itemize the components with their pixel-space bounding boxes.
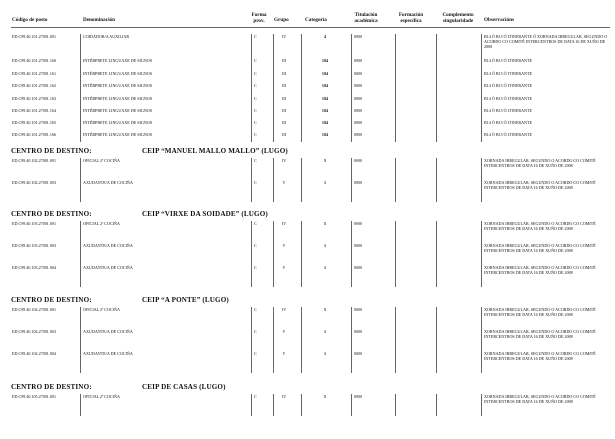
cell-observaciones: B14 Ó B15 Ó ITINERANTE <box>484 83 532 88</box>
column-divider <box>436 71 437 83</box>
column-divider <box>301 158 302 180</box>
section-center-name: CEIP DE CASAS (LUGO) <box>142 383 226 391</box>
cell-categoria: 5 <box>323 221 327 226</box>
column-divider <box>481 180 482 202</box>
column-divider <box>395 34 396 58</box>
cell-code: ED.C99.40.101.27001.165 <box>12 120 57 125</box>
column-divider <box>80 221 81 243</box>
cell-categoria: 1 <box>323 265 327 270</box>
cell-observaciones: XORNADA IRREGULAR, SEGUNDO O ACORDO CO COMITÉ INTERCENTROS DE DATA 16 DE XUÑO DE 2008 <box>484 351 596 361</box>
cell-denominacion: AXUDANTE/A DE COCIÑA <box>83 243 133 248</box>
column-divider <box>351 96 352 108</box>
column-divider <box>395 108 396 120</box>
cell-denominacion: OFICIAL 2ª COCIÑA <box>83 158 120 163</box>
cell-code: ED.C99.40.104.27001.003 <box>12 329 57 334</box>
column-divider <box>301 96 302 108</box>
cell-code: ED.C99.40.103.27001.004 <box>12 265 57 270</box>
column-divider <box>481 158 482 180</box>
cell-categoria: 1 <box>323 351 327 356</box>
column-divider <box>436 394 437 416</box>
cell-grupo: IV <box>281 34 287 39</box>
column-divider <box>80 120 81 132</box>
cell-grupo: IV <box>281 221 287 226</box>
cell-grupo: III <box>281 96 287 101</box>
column-divider <box>395 243 396 265</box>
column-divider <box>436 58 437 71</box>
column-divider <box>251 221 252 243</box>
column-divider <box>351 120 352 132</box>
cell-code: ED.C99.40.101.27001.163 <box>12 96 57 101</box>
cell-forma: C <box>254 243 257 248</box>
column-divider <box>351 180 352 202</box>
cell-denominacion: AXUDANTE/A DE COCIÑA <box>83 329 133 334</box>
column-divider <box>251 158 252 180</box>
cell-forma: C <box>254 351 257 356</box>
cell-observaciones: B14 Ó B15 Ó ITINERANTE Ó XORNADA IRREGULAR, SEGUNDO O ACORDO CO COMITÉ INTERCENTROS DE DATA 16 DE XUÑO DE 2008 <box>484 34 608 49</box>
cell-titulacion: 0000 <box>354 71 363 76</box>
column-divider <box>481 120 482 132</box>
cell-categoria: 104 <box>321 58 329 63</box>
column-divider <box>395 71 396 83</box>
column-divider <box>436 265 437 287</box>
cell-code: ED.C99.40.103.27001.001 <box>12 221 57 226</box>
cell-categoria: 1 <box>323 243 327 248</box>
column-divider <box>80 58 81 71</box>
column-divider <box>80 265 81 287</box>
cell-categoria: 5 <box>323 158 327 163</box>
cell-observaciones: B14 Ó B15 Ó ITINERANTE <box>484 120 532 125</box>
column-divider <box>80 158 81 180</box>
column-divider <box>80 243 81 265</box>
column-divider <box>351 394 352 416</box>
cell-denominacion: INTÉRPRETE LINGUAXE DE SIGNOS <box>83 132 153 137</box>
cell-grupo: IV <box>281 158 287 163</box>
cell-titulacion: 0000 <box>354 243 363 248</box>
cell-forma: C <box>254 96 257 101</box>
column-divider <box>436 132 437 142</box>
cell-categoria: 104 <box>321 96 329 101</box>
column-divider <box>481 34 482 58</box>
cell-forma: C <box>254 394 257 399</box>
column-divider <box>481 394 482 416</box>
column-divider <box>436 329 437 351</box>
column-divider <box>481 351 482 373</box>
column-divider <box>481 307 482 329</box>
column-divider <box>301 180 302 202</box>
cell-code: ED.C99.40.105.27001.001 <box>12 394 57 399</box>
cell-denominacion: INTÉRPRETE LINGUAXE DE SIGNOS <box>83 83 153 88</box>
column-divider <box>481 132 482 142</box>
column-divider <box>351 307 352 329</box>
section-header <box>11 296 229 304</box>
header-complemento-line1: Complemento <box>442 12 474 18</box>
cell-denominacion: AXUDANTE/A DE COCIÑA <box>83 180 133 185</box>
column-divider <box>395 58 396 71</box>
column-divider <box>436 120 437 132</box>
column-divider <box>301 351 302 373</box>
column-divider <box>351 34 352 58</box>
column-divider <box>251 120 252 132</box>
cell-categoria: 1 <box>323 180 327 185</box>
column-divider <box>395 158 396 180</box>
cell-titulacion: 0000 <box>354 83 363 88</box>
cell-forma: C <box>254 120 257 125</box>
cell-forma: C <box>254 221 257 226</box>
column-divider <box>436 96 437 108</box>
column-divider <box>395 221 396 243</box>
column-divider <box>436 83 437 96</box>
cell-forma: C <box>254 83 257 88</box>
column-divider <box>251 329 252 351</box>
header-titulacion <box>348 13 384 25</box>
cell-grupo: III <box>281 83 287 88</box>
column-divider <box>395 132 396 142</box>
column-divider <box>481 71 482 83</box>
column-divider <box>301 243 302 265</box>
cell-code: ED.C99.40.101.27001.164 <box>12 108 57 113</box>
section-label: CENTRO DE DESTINO: <box>11 147 92 155</box>
cell-denominacion: INTÉRPRETE LINGUAXE DE SIGNOS <box>83 108 153 113</box>
header-forma-line2: prov. <box>253 17 265 24</box>
column-divider <box>436 307 437 329</box>
column-divider <box>301 83 302 96</box>
column-divider <box>80 34 81 58</box>
cell-grupo: V <box>282 351 286 356</box>
column-divider <box>273 265 274 287</box>
column-divider <box>351 243 352 265</box>
cell-observaciones: XORNADA IRREGULAR, SEGUNDO O ACORDO CO COMITÉ INTERCENTROS DE DATA 16 DE XUÑO DE 2008 <box>484 180 596 190</box>
column-divider <box>301 394 302 416</box>
cell-grupo: V <box>282 243 286 248</box>
cell-titulacion: 0000 <box>354 394 363 399</box>
column-divider <box>301 58 302 71</box>
header-forma-prov <box>248 13 270 25</box>
column-divider <box>251 108 252 120</box>
cell-titulacion: 0000 <box>354 180 363 185</box>
column-divider <box>481 108 482 120</box>
cell-forma: C <box>254 58 257 63</box>
header-formacion <box>392 13 430 25</box>
column-divider <box>481 58 482 71</box>
column-divider <box>395 83 396 96</box>
section-header <box>11 210 268 218</box>
cell-forma: C <box>254 329 257 334</box>
column-divider <box>301 71 302 83</box>
column-divider <box>251 307 252 329</box>
cell-grupo: V <box>282 265 286 270</box>
cell-observaciones: XORNADA IRREGULAR, SEGUNDO O ACORDO CO COMITÉ INTERCENTROS DE DATA 16 DE XUÑO DE 2008 <box>484 243 596 253</box>
cell-grupo: III <box>281 132 287 137</box>
column-divider <box>80 307 81 329</box>
section-header <box>11 147 288 155</box>
column-divider <box>80 180 81 202</box>
header-complemento-line2: singularidade <box>442 17 474 24</box>
cell-forma: C <box>254 132 257 137</box>
cell-grupo: III <box>281 120 287 125</box>
cell-denominacion: OFICIAL 2ª COCIÑA <box>83 394 120 399</box>
cell-grupo: IV <box>281 307 287 312</box>
cell-titulacion: 0000 <box>354 221 363 226</box>
cell-grupo: V <box>282 180 286 185</box>
column-divider <box>273 108 274 120</box>
column-divider <box>251 71 252 83</box>
column-divider <box>395 120 396 132</box>
cell-forma: C <box>254 71 257 76</box>
cell-titulacion: 0000 <box>354 132 363 137</box>
cell-observaciones: XORNADA IRREGULAR, SEGUNDO O ACORDO CO COMITÉ INTERCENTROS DE DATA 16 DE XUÑO DE 2008 <box>484 394 596 404</box>
column-divider <box>273 329 274 351</box>
column-divider <box>80 351 81 373</box>
column-divider <box>351 351 352 373</box>
column-divider <box>273 243 274 265</box>
header-titulacion-line2: académica <box>354 17 378 24</box>
cell-forma: C <box>254 34 257 39</box>
column-divider <box>251 265 252 287</box>
cell-categoria: 104 <box>321 83 329 88</box>
cell-titulacion: 0000 <box>354 158 363 163</box>
cell-code: ED.C99.40.101.27001.001 <box>12 34 57 39</box>
column-divider <box>351 83 352 96</box>
column-divider <box>351 265 352 287</box>
cell-code: ED.C99.40.102.27001.001 <box>12 158 57 163</box>
cell-observaciones: XORNADA IRREGULAR, SEGUNDO O ACORDO CO COMITÉ INTERCENTROS DE DATA 16 DE XUÑO DE 2008 <box>484 158 596 168</box>
column-divider <box>251 180 252 202</box>
column-divider <box>395 351 396 373</box>
header-categoria: Categoría <box>305 17 327 23</box>
section-label: CENTRO DE DESTINO: <box>11 383 92 391</box>
cell-forma: C <box>254 307 257 312</box>
header-formacion-line1: Formación <box>398 12 424 18</box>
cell-code: ED.C99.40.101.27001.166 <box>12 132 57 137</box>
cell-denominacion: AXUDANTE/A DE COCIÑA <box>83 351 133 356</box>
column-divider <box>273 71 274 83</box>
header-titulacion-line1: Titulación <box>354 12 378 18</box>
column-divider <box>301 108 302 120</box>
column-divider <box>395 394 396 416</box>
column-divider <box>251 243 252 265</box>
column-divider <box>351 108 352 120</box>
column-divider <box>301 132 302 142</box>
cell-observaciones: B14 Ó B15 Ó ITINERANTE <box>484 96 532 101</box>
cell-code: ED.C99.40.103.27001.003 <box>12 243 57 248</box>
column-divider <box>481 221 482 243</box>
column-divider <box>481 329 482 351</box>
column-divider <box>436 180 437 202</box>
column-divider <box>481 243 482 265</box>
section-label: CENTRO DE DESTINO: <box>11 296 92 304</box>
column-divider <box>481 83 482 96</box>
cell-observaciones: XORNADA IRREGULAR, SEGUNDO O ACORDO CO COMITÉ INTERCENTROS DE DATA 16 DE XUÑO DE 2008 <box>484 265 596 275</box>
cell-code: ED.C99.40.101.27001.162 <box>12 83 57 88</box>
cell-observaciones: B14 Ó B15 Ó ITINERANTE <box>484 132 532 137</box>
column-divider <box>273 132 274 142</box>
column-divider <box>351 71 352 83</box>
column-divider <box>395 96 396 108</box>
cell-categoria: 1 <box>323 329 327 334</box>
column-divider <box>395 307 396 329</box>
column-divider <box>273 34 274 58</box>
column-divider <box>273 158 274 180</box>
column-divider <box>301 307 302 329</box>
cell-grupo: III <box>281 71 287 76</box>
header-codigo: Código de posto <box>12 17 48 23</box>
column-divider <box>301 265 302 287</box>
column-divider <box>436 351 437 373</box>
cell-forma: C <box>254 158 257 163</box>
cell-grupo: IV <box>281 394 287 399</box>
cell-categoria: 5 <box>323 307 327 312</box>
column-divider <box>251 351 252 373</box>
column-divider <box>436 108 437 120</box>
cell-grupo: V <box>282 329 286 334</box>
cell-code: ED.C99.40.101.27001.161 <box>12 71 57 76</box>
column-divider <box>251 83 252 96</box>
cell-titulacion: 0000 <box>354 265 363 270</box>
header-denominacion: Denominación <box>83 17 115 23</box>
column-divider <box>80 132 81 142</box>
cell-denominacion: OFICIAL 2ª COCIÑA <box>83 221 120 226</box>
cell-categoria: 4 <box>323 34 327 39</box>
cell-categoria: 104 <box>321 132 329 137</box>
cell-forma: C <box>254 180 257 185</box>
cell-code: ED.C99.40.104.27001.001 <box>12 307 57 312</box>
cell-denominacion: INTÉRPRETE LINGUAXE DE SIGNOS <box>83 58 153 63</box>
cell-observaciones: XORNADA IRREGULAR, SEGUNDO O ACORDO CO COMITÉ INTERCENTROS DE DATA 16 DE XUÑO DE 2008 <box>484 307 596 317</box>
column-divider <box>436 221 437 243</box>
section-center-name: CEIP “MANUEL MALLO MALLO” (LUGO) <box>142 147 288 155</box>
cell-code: ED.C99.40.101.27001.160 <box>12 58 57 63</box>
column-divider <box>481 265 482 287</box>
column-divider <box>395 265 396 287</box>
cell-denominacion: AXUDANTE/A DE COCIÑA <box>83 265 133 270</box>
column-divider <box>80 83 81 96</box>
column-divider <box>273 83 274 96</box>
column-divider <box>351 58 352 71</box>
cell-categoria: 104 <box>321 120 329 125</box>
column-divider <box>273 120 274 132</box>
section-header <box>11 383 226 391</box>
column-divider <box>351 132 352 142</box>
column-divider <box>436 34 437 58</box>
cell-forma: C <box>254 265 257 270</box>
cell-denominacion: COIDADOR/A AUXILIAR <box>83 34 130 39</box>
cell-denominacion: INTÉRPRETE LINGUAXE DE SIGNOS <box>83 71 153 76</box>
cell-titulacion: 0000 <box>354 120 363 125</box>
cell-code: ED.C99.40.102.27001.003 <box>12 180 57 185</box>
cell-categoria: 5 <box>323 394 327 399</box>
column-divider <box>273 307 274 329</box>
cell-observaciones: XORNADA IRREGULAR, SEGUNDO O ACORDO CO COMITÉ INTERCENTROS DE DATA 16 DE XUÑO DE 2008 <box>484 221 596 231</box>
column-divider <box>273 394 274 416</box>
header-rule <box>11 27 610 28</box>
cell-titulacion: 0000 <box>354 307 363 312</box>
column-divider <box>436 243 437 265</box>
header-observaciones: Observacións <box>484 17 514 23</box>
column-divider <box>351 221 352 243</box>
header-forma-line1: Forma <box>251 12 267 18</box>
column-divider <box>436 158 437 180</box>
cell-grupo: III <box>281 108 287 113</box>
column-divider <box>481 96 482 108</box>
header-complemento <box>436 13 480 25</box>
cell-observaciones: B14 Ó B15 Ó ITINERANTE <box>484 71 532 76</box>
column-divider <box>301 221 302 243</box>
cell-denominacion: INTÉRPRETE LINGUAXE DE SIGNOS <box>83 120 153 125</box>
column-divider <box>395 180 396 202</box>
cell-observaciones: B14 Ó B15 Ó ITINERANTE <box>484 58 532 63</box>
column-divider <box>273 58 274 71</box>
column-divider <box>80 329 81 351</box>
column-divider <box>251 58 252 71</box>
column-divider <box>80 108 81 120</box>
section-label: CENTRO DE DESTINO: <box>11 210 92 218</box>
header-formacion-line2: específica <box>400 17 422 24</box>
cell-grupo: III <box>281 58 287 63</box>
column-divider <box>251 96 252 108</box>
column-divider <box>351 329 352 351</box>
cell-denominacion: OFICIAL 2ª COCIÑA <box>83 307 120 312</box>
cell-observaciones: B14 Ó B15 Ó ITINERANTE <box>484 108 532 113</box>
column-divider <box>273 221 274 243</box>
column-divider <box>273 351 274 373</box>
column-divider <box>273 96 274 108</box>
column-divider <box>251 132 252 142</box>
cell-forma: C <box>254 108 257 113</box>
column-divider <box>301 34 302 58</box>
column-divider <box>80 96 81 108</box>
column-divider <box>351 158 352 180</box>
cell-observaciones: XORNADA IRREGULAR, SEGUNDO O ACORDO CO COMITÉ INTERCENTROS DE DATA 16 DE XUÑO DE 2008 <box>484 329 596 339</box>
header-grupo: Grupo <box>274 17 289 23</box>
column-divider <box>301 329 302 351</box>
cell-titulacion: 0000 <box>354 351 363 356</box>
cell-titulacion: 0000 <box>354 58 363 63</box>
column-divider <box>301 120 302 132</box>
column-divider <box>273 180 274 202</box>
column-divider <box>395 329 396 351</box>
cell-code: ED.C99.40.104.27001.004 <box>12 351 57 356</box>
cell-categoria: 104 <box>321 108 329 113</box>
column-divider <box>80 71 81 83</box>
cell-titulacion: 0000 <box>354 329 363 334</box>
column-divider <box>80 394 81 416</box>
cell-titulacion: 0000 <box>354 108 363 113</box>
column-divider <box>251 394 252 416</box>
section-center-name: CEIP “VIRXE DA SOIDADE” (LUGO) <box>142 210 268 218</box>
section-center-name: CEIP “A PONTE” (LUGO) <box>142 296 229 304</box>
column-divider <box>251 34 252 58</box>
cell-categoria: 104 <box>321 71 329 76</box>
cell-titulacion: 0000 <box>354 96 363 101</box>
cell-titulacion: 0000 <box>354 34 363 39</box>
cell-denominacion: INTÉRPRETE LINGUAXE DE SIGNOS <box>83 96 153 101</box>
